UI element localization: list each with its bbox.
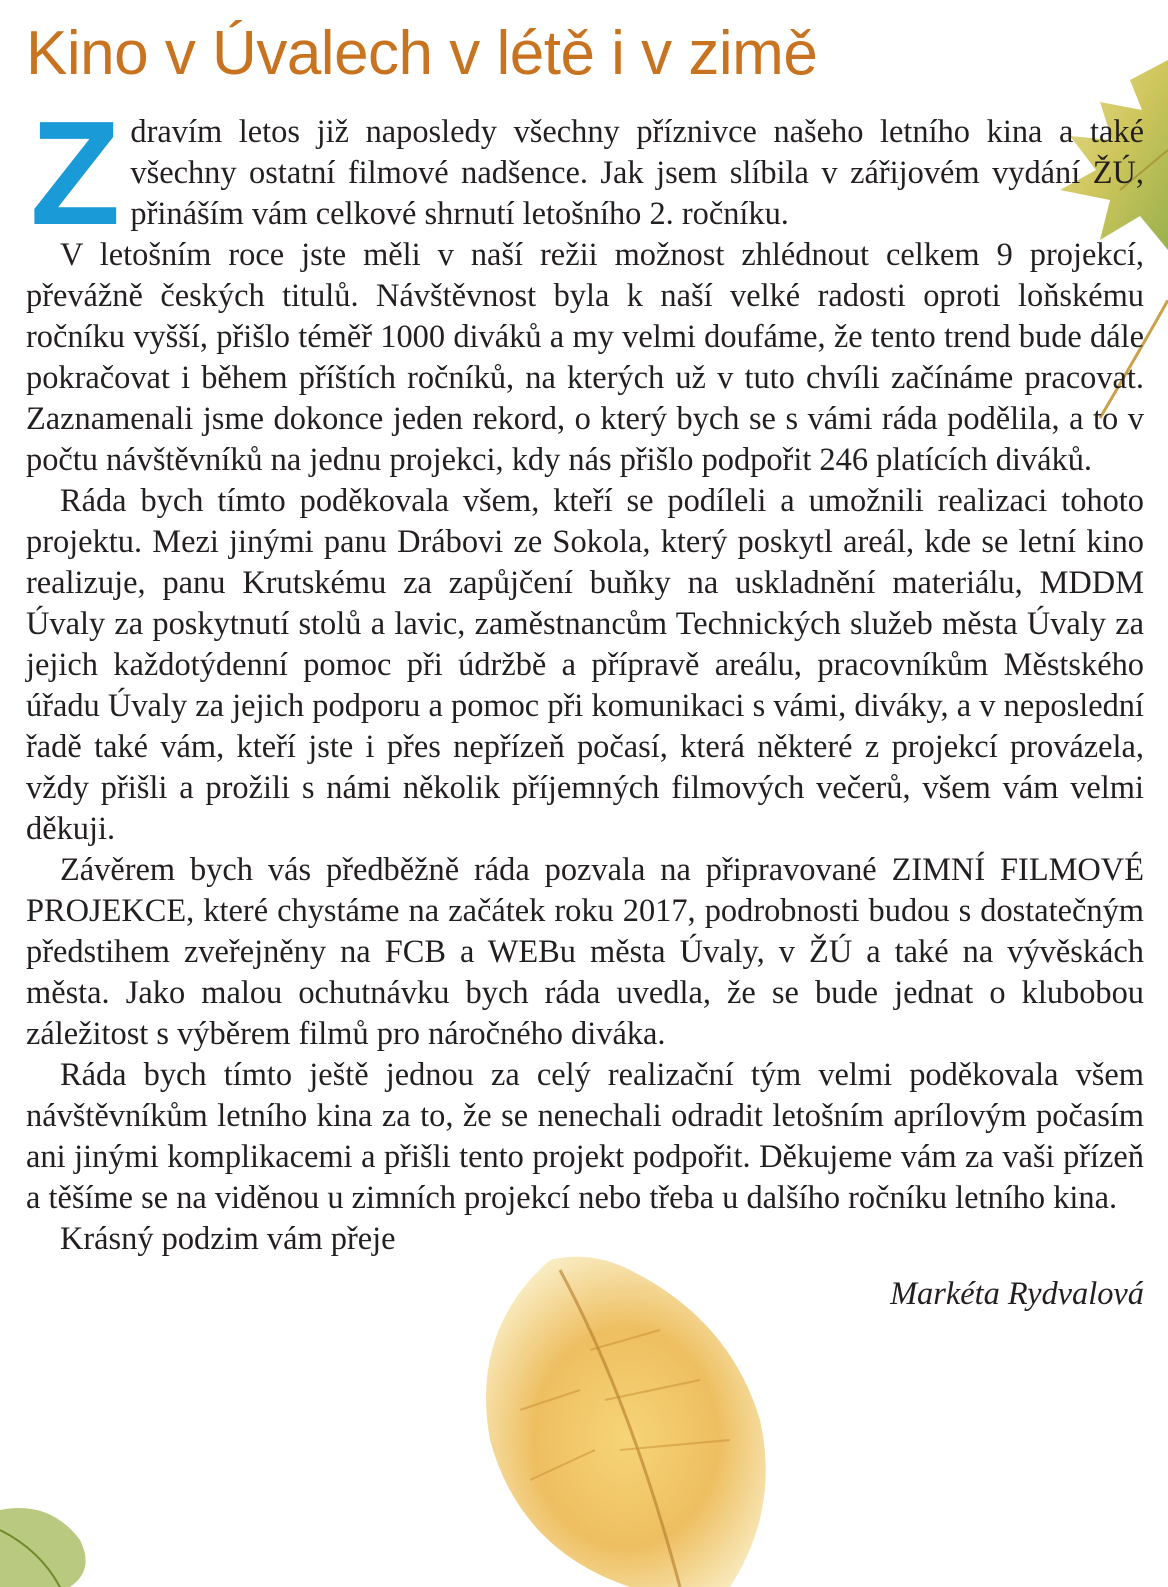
paragraph: Ráda bych tímto ještě jednou za celý realizační tým velmi poděkovala všem návštěvníkům letního kina za to, že se nenechali odradit letošním aprílovým počasím ani jinými komplikacemi a přišli tento projekt podpořit. Děkujeme vám za vaši přízeň a těšíme se na viděnou u zimních projekcí nebo třeba u dalšího ročníku letního kina. [26, 1057, 1144, 1216]
paragraph-text: dravím letos již naposledy všechny příznivce našeho letního kina a také všechny ostatní filmové nadšence. Jak jsem slíbila v zářijovém vydání ŽÚ, přináším vám celkové shrnutí letošního 2. ročníku. [130, 114, 1144, 232]
paragraph [26, 91, 1144, 256]
paragraph: Krásný podzim vám přeje [60, 1221, 396, 1257]
drop-cap: Z [30, 91, 121, 256]
paragraph: Závěrem bych vás předběžně ráda pozvala na připravované ZIMNÍ FILMOVÉ PROJEKCE, které chystáme na začátek roku 2017, podrobnosti budou s dostatečným předstihem zveřejněny na FCB a WEBu města Úvaly, v ŽÚ a také na vývěskách města. Jako malou ochutnávku bych ráda uvedla, že se bude jednat o klubobou záležitost s výběrem filmů pro náročného diváka. [26, 852, 1144, 1052]
author-signature: Markéta Rydvalová [890, 1276, 1144, 1312]
article-body [26, 91, 1144, 1260]
article-title: Kino v Úvalech v létě i v zimě [26, 19, 818, 88]
paragraph: V letošním roce jste měli v naší režii možnost zhlédnout celkem 9 projekcí, převážně českých titulů. Návštěvnost byla k naší velké radosti oproti loňskému ročníku vyšší, přišlo téměř 1000 diváků a my velmi doufáme, že tento trend bude dále pokračovat i během příštích ročníků, na kterých už v tuto chvíli začínáme pracovat. Zaznamenali jsme dokonce jeden rekord, o který bych se s vámi ráda podělila, a to v počtu návštěvníků na jednu projekci, kdy nás přišlo podpořit 246 platících diváků. [26, 237, 1144, 478]
small-leaf-icon [0, 1490, 100, 1587]
article [26, 0, 1144, 1315]
paragraph: Ráda bych tímto poděkovala všem, kteří se podíleli a umožnili realizaci tohoto projektu. Mezi jinými panu Drábovi ze Sokola, který poskytl areál, kde se letní kino realizuje, panu Krutskému za zapůjčení buňky na uskladnění materiálu, MDDM Úvaly za poskytnutí stolů a lavic, zaměstnancům Technických služeb města Úvaly za jejich každotýdenní pomoc při údržbě a přípravě areálu, pracovníkům Městského úřadu Úvaly za jejich podporu a pomoc při komunikaci s vámi, diváky, a v neposlední řadě také vám, kteří jste i přes nepřízeň počasí, která některé z projekcí provázela, vždy přišli a prožili s námi několik příjemných filmových večerů, všem vám velmi děkuji. [26, 483, 1144, 847]
